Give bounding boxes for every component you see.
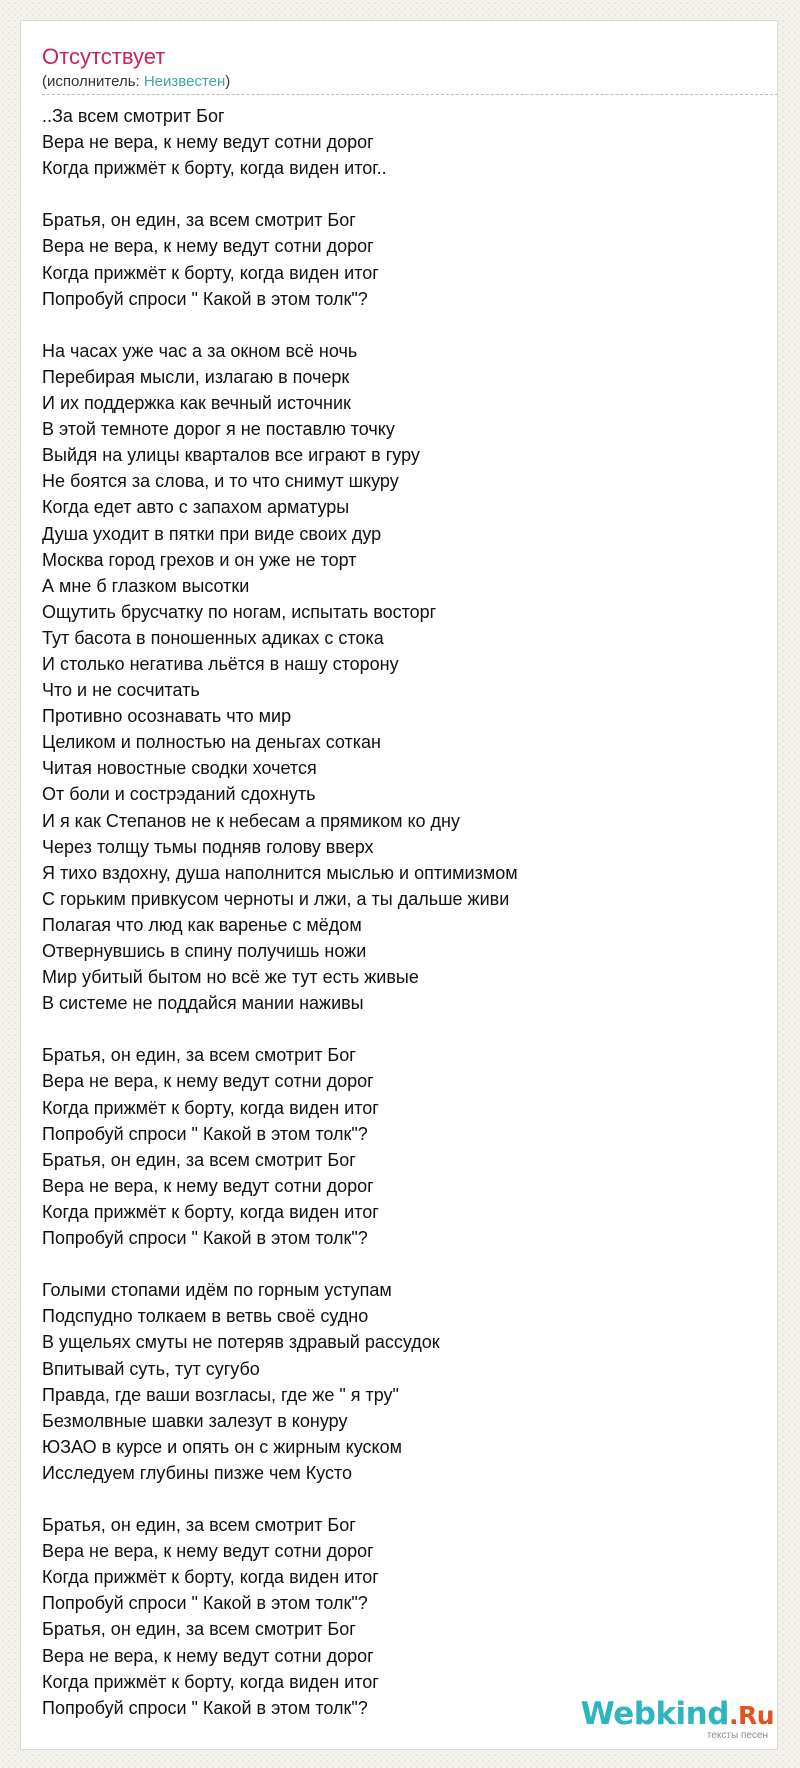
artist-prefix: (исполнитель: xyxy=(42,73,144,90)
lyric-line: Когда едет авто с запахом арматуры xyxy=(42,497,350,518)
lyric-line: Противно осознавать что мир xyxy=(42,706,292,727)
header-divider xyxy=(42,94,778,95)
lyric-line: ЮЗАО в курсе и опять он с жирным куском xyxy=(42,1436,402,1457)
stanza xyxy=(42,338,762,1016)
lyric-line: Подспудно толкаем в ветвь своё судно xyxy=(42,1306,369,1327)
lyric-line: Безмолвные шавки залезут в конуру xyxy=(42,1410,348,1431)
lyric-line: И их поддержка как вечный источник xyxy=(42,393,351,414)
lyric-line: Выйдя на улицы кварталов все играют в гуру xyxy=(42,445,420,466)
lyric-line: Исследуем глубины пизже чем Кусто xyxy=(42,1462,353,1483)
artist-suffix: ) xyxy=(225,73,231,90)
lyric-line: Целиком и полностью на деньгах соткан xyxy=(42,732,381,753)
brand-name-text: Webkind xyxy=(580,1696,729,1732)
lyric-line: Братья, он един, за всем смотрит Бог xyxy=(42,1515,356,1536)
lyric-line: Полагая что люд как варенье с мёдом xyxy=(42,914,362,935)
lyric-line: Когда прижмёт к борту, когда виден итог xyxy=(42,1097,379,1118)
lyric-line: Братья, он един, за всем смотрит Бог xyxy=(42,1045,356,1066)
lyric-line: И я как Степанов не к небесам а прямиком ко дну xyxy=(42,810,460,831)
artist-line xyxy=(42,73,230,91)
lyric-line: Не боятся за слова, и то что снимут шкуру xyxy=(42,471,399,492)
brand-name xyxy=(581,1698,774,1732)
stanza xyxy=(42,103,762,181)
lyric-line: Вера не вера, к нему ведут сотни дорог xyxy=(42,1645,374,1666)
lyric-line: Попробуй спроси " Какой в этом толк"? xyxy=(42,1697,368,1718)
lyric-line: Правда, где ваши возгласы, где же " я тру" xyxy=(42,1384,399,1405)
lyric-line: Тут басота в поношенных адиках с стока xyxy=(42,627,384,648)
stanza xyxy=(42,1277,762,1486)
lyric-line: Душа уходит в пятки при виде своих дур xyxy=(42,523,382,544)
lyric-line: Попробуй спроси " Какой в этом толк"? xyxy=(42,1228,368,1249)
lyric-line: От боли и сострэданий сдохнуть xyxy=(42,784,316,805)
stanza xyxy=(42,1512,762,1721)
lyric-line: Вера не вера, к нему ведут сотни дорог xyxy=(42,132,374,153)
lyrics-card xyxy=(20,20,778,1750)
lyric-line: В ущельях смуты не потеряв здравый рассудок xyxy=(42,1332,440,1353)
lyric-line: В этой темноте дорог я не поставлю точку xyxy=(42,419,395,440)
lyric-line: Читая новостные сводки хочется xyxy=(42,758,317,779)
song-title: Отсутствует xyxy=(42,44,166,69)
lyric-line: Я тихо вздохну, душа наполнится мыслью и оптимизмом xyxy=(42,862,518,883)
lyric-line: Голыми стопами идём по горным уступам xyxy=(42,1280,392,1301)
lyric-line: Попробуй спроси " Какой в этом толк"? xyxy=(42,1593,368,1614)
lyric-line: Через толщу тьмы подняв голову вверх xyxy=(42,836,374,857)
lyrics-body xyxy=(42,103,762,1747)
lyric-line: В системе не поддайся мании наживы xyxy=(42,993,364,1014)
lyric-line: Вера не вера, к нему ведут сотни дорог xyxy=(42,236,374,257)
lyric-line: С горьким привкусом черноты и лжи, а ты дальше живи xyxy=(42,888,510,909)
lyric-line: Попробуй спроси " Какой в этом толк"? xyxy=(42,1123,368,1144)
lyric-line: Что и не сосчитать xyxy=(42,680,200,701)
lyric-line: А мне б глазком высотки xyxy=(42,575,250,596)
lyric-line: Ощутить брусчатку по ногам, испытать восторг xyxy=(42,601,437,622)
brand-tagline: тексты песен xyxy=(706,1730,768,1741)
lyric-line: Отвернувшись в спину получишь ножи xyxy=(42,941,367,961)
lyric-line: Впитывай суть, тут сугубо xyxy=(42,1358,260,1379)
brand-logo[interactable] xyxy=(581,1698,774,1742)
lyric-line: Когда прижмёт к борту, когда виден итог xyxy=(42,1567,379,1588)
lyric-line: И столько негатива льётся в нашу сторону xyxy=(42,653,399,674)
stanza xyxy=(42,1042,762,1251)
lyric-line: Вера не вера, к нему ведут сотни дорог xyxy=(42,1541,374,1562)
lyric-line: Братья, он един, за всем смотрит Бог xyxy=(42,1619,356,1640)
lyric-line: Попробуй спроси " Какой в этом толк"? xyxy=(42,288,368,309)
lyric-line: ..За всем смотрит Бог xyxy=(42,106,225,126)
lyric-line: Вера не вера, к нему ведут сотни дорог xyxy=(42,1071,374,1092)
lyric-line: Когда прижмёт к борту, когда виден итог xyxy=(42,1201,379,1222)
lyric-line: Когда прижмёт к борту, когда виден итог xyxy=(42,262,379,283)
artist-link[interactable]: Неизвестен xyxy=(143,73,226,90)
lyric-line: Вера не вера, к нему ведут сотни дорог xyxy=(42,1175,374,1196)
lyric-line: Когда прижмёт к борту, когда виден итог xyxy=(42,1671,379,1692)
lyric-line: Братья, он един, за всем смотрит Бог xyxy=(42,1149,356,1170)
lyric-line: Когда прижмёт к борту, когда виден итог.. xyxy=(42,158,387,179)
lyric-line: Москва город грехов и он уже не торт xyxy=(42,549,357,570)
lyric-line: На часах уже час а за окном всё ночь xyxy=(42,340,358,361)
stanza xyxy=(42,207,762,311)
lyric-line: Братья, он един, за всем смотрит Бог xyxy=(42,210,356,231)
brand-tld: .Ru xyxy=(728,1701,774,1730)
lyric-line: Перебирая мысли, излагаю в почерк xyxy=(42,366,350,387)
lyric-line: Мир убитый бытом но всё же тут есть живые xyxy=(42,967,419,988)
